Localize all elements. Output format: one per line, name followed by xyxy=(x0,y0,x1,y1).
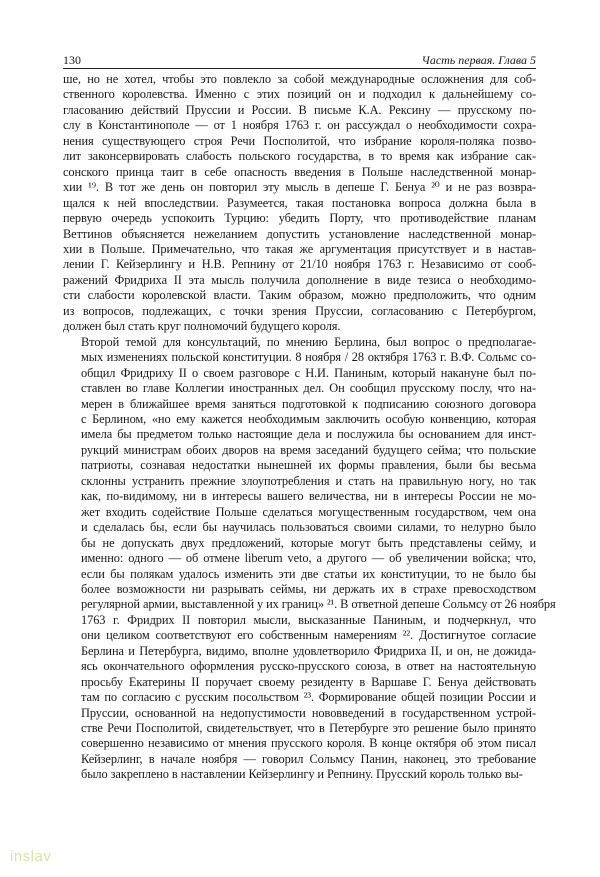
text-line: если бы полякам удалось изменить эти две статьи их конституции, то не было бы xyxy=(81,566,536,581)
text-line: было закреплено в наставлении Кейзерлингу и Репнину. Прусский король только вы- xyxy=(81,767,523,782)
text-line: Берлина и Петербурга, видимо, вполне удовлетворило Фридриха II, и он, не дожида- xyxy=(81,643,536,658)
text-line: рукций министрам обоих дворов на время заседаний будущего сейма; что польские xyxy=(81,442,536,457)
paragraph-2 xyxy=(63,334,556,783)
text-line: бы не допускать двух предложений, которые могут быть представлены сейму, и xyxy=(81,535,536,550)
page-header xyxy=(63,48,536,68)
text-line: с Берлином, «но ему кажется необходимым заключить особую конвенцию, которая xyxy=(81,411,536,426)
text-line: они целиком соответствуют его собственным намерениям ²². Достигнутое согласие xyxy=(81,628,536,643)
text-line: щался к ней впоследствии. Разумеется, такая постановка вопроса должна была в xyxy=(63,195,536,210)
text-line: как, по-видимому, ни в интересы вашего величества, ни в интересы России не мо- xyxy=(81,489,536,504)
text-line: гласованию действий Пруссии и России. В письме К.А. Рексину — прусскому по- xyxy=(63,102,536,117)
watermark: inslav xyxy=(10,848,52,865)
text-line: мерен в ближайшее время заняться подготовкой к подписанию союзного договора xyxy=(81,396,536,411)
text-line: должен был стать круг полномочий будущего короля. xyxy=(63,319,341,334)
text-line: Пруссии, основанной на недопустимости нововведений в государственном устрой- xyxy=(81,705,536,720)
text-line: Веттинов объясняется нежеланием допустить установление наследственной монар- xyxy=(63,226,536,241)
text-line: общил Фридриху II о своем разговоре с Н.И. Паниным, который накануне был по- xyxy=(81,365,536,380)
text-line: жет входить содействие Польше сделаться могущественным государством, чем она xyxy=(81,504,536,519)
text-line: стве Речи Посполитой, свидетельствует, что в Петербурге это решение было принято xyxy=(81,721,536,736)
text-line: регулярной армии, выставленной у их границ» ²¹. В ответной депеше Сольмсу от 26 ноября xyxy=(81,597,556,612)
text-line: патриоты, сознавая недостатки нынешней их формы правления, были бы весьма xyxy=(81,458,536,473)
text-line: первую очередь успокоить Турцию: убедить Порту, что противодействие планам xyxy=(63,211,536,226)
text-line: просьбу Екатерины II поручает своему резиденту в Варшаве Г. Бенуа действовать xyxy=(81,674,536,689)
text-line: лении Г. Кейзерлингу и Н.В. Репнину от 21/10 ноября 1763 г. Независимо от сооб- xyxy=(63,257,536,272)
text-line: 1763 г. Фридрих II повторил мысли, высказанные Паниным, и подчеркнул, что xyxy=(81,612,536,627)
text-line: там по согласию с русским посольством ²³. Формирование общей позиции России и xyxy=(81,690,536,705)
text-line: Кейзерлинг, в начале ноября — говорил Сольмсу Панин, наконец, это требование xyxy=(81,751,536,766)
text-line: именно: одного — об отмене liberum veto, а другого — об увеличении войска; что, xyxy=(81,551,536,566)
text-line: ставлен во главе Коллегии иностранных дел. Он сообщил прусскому послу, что на- xyxy=(81,381,536,396)
text-line: хии в Польше. Примечательно, что такая же аргументация присутствует и в настав- xyxy=(63,241,536,256)
text-line: сонского принца таит в себе опасность введения в Польше наследственной монар- xyxy=(63,164,536,179)
text-line: ственного королевства. Именно с этих позиций он и подходил к дальнейшему со- xyxy=(63,87,536,102)
text-line: склонны устранить прежние злоупотребления и стать на правильную ногу, но так xyxy=(81,473,536,488)
text-line: сти слабости королевской власти. Таким образом, можно предположить, что одним xyxy=(63,288,536,303)
text-line: более возможности ни разрывать сеймы, ни держать их в страхе превосходством xyxy=(81,581,536,596)
text-line: и сделалась бы, если бы научилась пользоваться своими силами, то нелурно было xyxy=(81,520,536,535)
text-line: Второй темой для консультаций, по мнению Берлина, был вопрос о предполагае- xyxy=(81,334,536,349)
text-line: ясь окончательного оформления русско-прусского союза, в ответ на настоятельную xyxy=(81,659,536,674)
header-rule xyxy=(63,68,536,69)
running-title: Часть первая. Глава 5 xyxy=(421,53,536,67)
text-line: слу в Константинополе — от 1 ноября 1763 г. он рассуждал о необходимости сохра- xyxy=(63,118,536,133)
text-line: имела бы предметом только настоящие дела и послужила бы основанием для инст- xyxy=(81,427,536,442)
page-number: 130 xyxy=(63,53,81,67)
text-line: из вопросов, подлежащих, с точки зрения Пруссии, согласованию с Петербургом, xyxy=(63,303,536,318)
text-line: хии ¹⁹. В тот же день он повторил эту мысль в депеше Г. Бенуа ²⁰ и не раз возвра- xyxy=(63,180,536,195)
text-line: ше, но не хотел, чтобы это повлекло за собой международные осложнения для соб- xyxy=(63,72,536,86)
body-text xyxy=(63,72,556,783)
text-line: лит законсервировать слабость польского государства, в то время как избрание сак- xyxy=(63,149,536,164)
text-line: ражений Фридриха II эта мысль получила дополнение в виде тезиса о необходимо- xyxy=(63,272,536,287)
paragraph-1 xyxy=(63,72,536,335)
text-line: мых изменениях польской конституции. 8 ноября / 28 октября 1763 г. В.Ф. Сольмс со- xyxy=(81,350,536,365)
text-line: совершенно независимо от мнения прусского короля. В конце октября об этом писал xyxy=(81,736,536,751)
text-line: нения существующего строя Речи Посполитой, что избрание короля-поляка позво- xyxy=(63,133,536,148)
